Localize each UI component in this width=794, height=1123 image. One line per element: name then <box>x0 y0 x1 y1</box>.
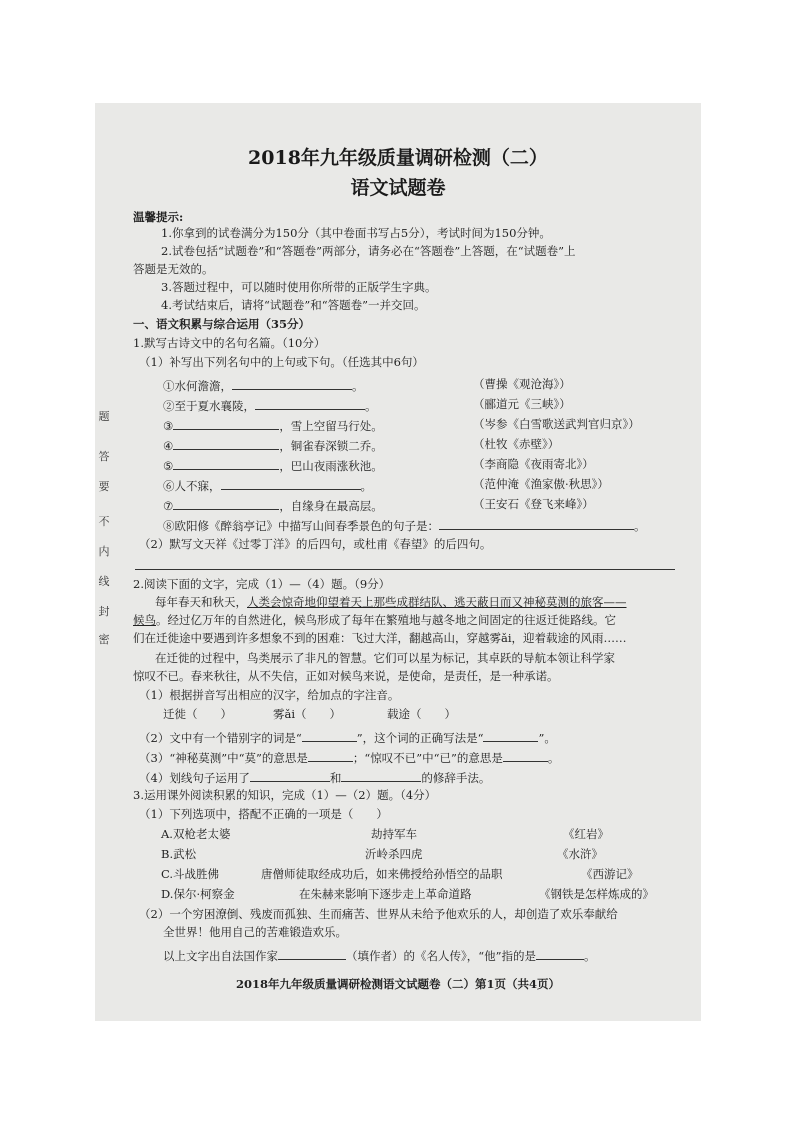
answer-blank[interactable] <box>483 729 538 742</box>
pinyin-item: 雾ǎi（ ） <box>273 707 342 721</box>
pinyin-item: 载途（ ） <box>387 707 456 721</box>
answer-blank[interactable] <box>173 457 279 470</box>
pinyin-item: 迁徙（ ） <box>163 707 232 721</box>
side-char: 答 <box>98 450 110 463</box>
poem-line: ③ ，雪上空留马行处。 <box>163 419 383 433</box>
passage-line: 候鸟。经过亿万年的自然进化，候鸟形成了每年在繁殖地与越冬地之间固定的往返迁徙路线。它 <box>133 613 616 627</box>
option-book: 《西游记》 <box>581 867 639 881</box>
answer-blank[interactable] <box>255 397 365 410</box>
poem-line: ①水何澹澹， 。 <box>163 379 364 393</box>
option-desc: 沂岭杀四虎 <box>365 847 423 861</box>
exam-title: 2018年九年级质量调研检测（二） <box>248 147 548 169</box>
passage-line: 惊叹不已。春来秋往，从不失信，正如对候鸟来说，是使命，是责任，是一种承诺。 <box>133 669 559 683</box>
option-desc: 唐僧师徒取经成功后，如来佛授给孙悟空的品职 <box>261 867 503 881</box>
question-3-2-fill: 以上文字出自法国作家 （填作者）的《名人传》，“他”指的是 。 <box>163 949 596 963</box>
poem-line: ④ ，铜雀春深锁二乔。 <box>163 439 383 453</box>
poem-source: （范仲淹《渔家傲·秋思》） <box>473 477 609 491</box>
question-3-1: （1）下列选项中，搭配不正确的一项是（ ） <box>139 807 388 821</box>
question-1-2: （2）默写文天祥《过零丁洋》的后四句，或杜甫《春望》的后四句。 <box>139 537 492 551</box>
poem-line: ⑥人不寐， 。 <box>163 479 372 493</box>
answer-blank[interactable] <box>536 947 584 960</box>
poem-source: （曹操《观沧海》） <box>473 377 571 391</box>
option-desc: 在朱赫来影响下逐步走上革命道路 <box>299 887 472 901</box>
side-char: 封 <box>98 605 110 618</box>
question-2-4: （4）划线句子运用了 和 的修辞手法。 <box>139 771 491 785</box>
answer-blank[interactable] <box>439 517 634 530</box>
answer-blank[interactable] <box>173 437 279 450</box>
answer-blank[interactable] <box>173 417 279 430</box>
poem-source: （岑参《白雪歌送武判官归京》） <box>473 417 640 431</box>
side-char: 线 <box>98 575 110 588</box>
question-1-1: （1）补写出下列名句中的上句或下句。（任选其中6句） <box>139 355 424 369</box>
passage-line: 每年春天和秋天，人类会惊奇地仰望着天上那些成群结队、逃天蔽日而又神秘莫测的旅客—— <box>155 595 627 609</box>
answer-line[interactable] <box>135 569 675 570</box>
option-label: C.斗战胜佛 <box>161 867 220 881</box>
option-book: 《钢铁是怎样炼成的》 <box>539 887 654 901</box>
poem-source: （郦道元《三峡》） <box>473 397 571 411</box>
poem-source: （李商隐《夜雨寄北》） <box>473 457 594 471</box>
question-2-2: （2）文中有一个错别字的词是“ ”，这个词的正确写法是“ ”。 <box>139 731 556 745</box>
question-2-1: （1）根据拼音写出相应的汉字，给加点的字注音。 <box>139 688 400 702</box>
notice-heading: 温馨提示: <box>133 210 184 224</box>
poem-source: （杜牧《赤壁》） <box>473 437 560 451</box>
question-3-2-cont: 全世界！他用自己的苦难锻造欢乐。 <box>163 925 347 939</box>
side-char: 内 <box>98 545 110 558</box>
notice-item: 答题是无效的。 <box>133 262 214 276</box>
notice-item: 2.试卷包括“试题卷”和“答题卷”两部分，请务必在“答题卷”上答题，在“试题卷”上 <box>161 244 576 258</box>
option-label: A.双枪老太婆 <box>161 827 231 841</box>
poem-line: ②至于夏水襄陵， 。 <box>163 399 377 413</box>
side-char: 题 <box>98 410 110 423</box>
poem-line: ⑦ ，自缘身在最高层。 <box>163 499 383 513</box>
passage-line: 在迁徙的过程中，鸟类展示了非凡的智慧。它们可以星为标记，其卓跃的导航本领让科学家 <box>155 651 615 665</box>
passage-line: 们在迁徙途中要遇到许多想象不到的困难：飞过大洋，翻越高山，穿越雾ǎi，迎着载途的风雨…… <box>133 631 627 645</box>
question-1: 1.默写古诗文中的名句名篇。（10分） <box>133 336 326 350</box>
poem-source: （王安石《登飞来峰》） <box>473 497 594 511</box>
answer-blank[interactable] <box>503 749 548 762</box>
question-3: 3.运用课外阅读积累的知识，完成（1）—（2）题。（4分） <box>133 788 437 802</box>
option-book: 《水浒》 <box>557 847 603 861</box>
answer-blank[interactable] <box>278 947 346 960</box>
answer-blank[interactable] <box>341 769 421 782</box>
answer-blank[interactable] <box>173 497 279 510</box>
option-book: 《红岩》 <box>563 827 609 841</box>
option-desc: 劫持军车 <box>371 827 417 841</box>
answer-blank[interactable] <box>302 729 357 742</box>
page-footer: 2018年九年级质量调研检测语文试题卷（二）第1页（共4页） <box>235 977 560 991</box>
option-label: D.保尔·柯察金 <box>161 887 235 901</box>
notice-item: 3.答题过程中，可以随时使用你所带的正版学生字典。 <box>161 280 437 294</box>
question-3-2: （2）一个穷困潦倒、残废而孤独、生而痛苦、世界从未给予他欢乐的人，却创造了欢乐奉献给 <box>139 907 618 921</box>
answer-blank[interactable] <box>221 477 361 490</box>
exam-subtitle: 语文试题卷 <box>350 177 446 199</box>
notice-item: 1.你拿到的试卷满分为150分（其中卷面书写占5分），考试时间为150分钟。 <box>161 226 551 240</box>
question-2: 2.阅读下面的文字，完成（1）—（4）题。（9分） <box>133 577 391 591</box>
answer-blank[interactable] <box>250 769 330 782</box>
answer-blank[interactable] <box>232 377 352 390</box>
notice-item: 4.考试结束后，请将“试题卷”和“答题卷”一并交回。 <box>161 298 426 312</box>
section-heading: 一、语文积累与综合运用（35分） <box>133 317 311 331</box>
poem-line: ⑧欧阳修《醉翁亭记》中描写山间春季景色的句子是： 。 <box>163 519 646 533</box>
poem-line: ⑤ ，巴山夜雨涨秋池。 <box>163 459 383 473</box>
answer-blank[interactable] <box>308 749 353 762</box>
side-char: 不 <box>98 515 110 528</box>
question-2-3: （3）“神秘莫测”中“莫”的意思是 ；“惊叹不已”中“已”的意思是 。 <box>139 751 560 765</box>
exam-sheet <box>95 103 701 1021</box>
side-char: 密 <box>98 633 110 646</box>
side-char: 要 <box>98 480 110 493</box>
option-label: B.武松 <box>161 847 197 861</box>
